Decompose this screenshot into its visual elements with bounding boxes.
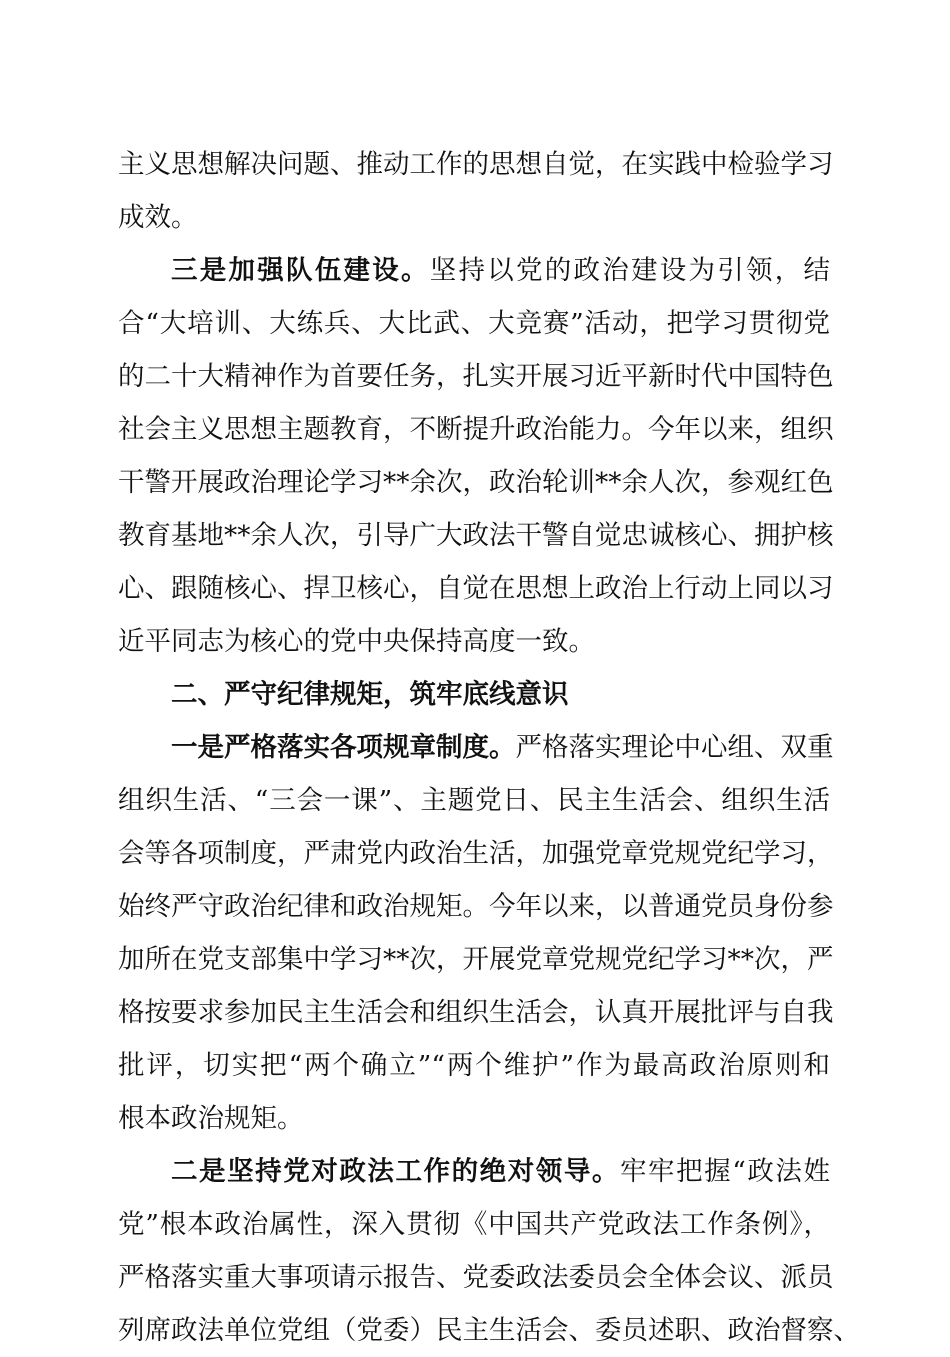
text-line: 始终严守政治纪律和政治规矩。今年以来，以普通党员身份参: [118, 891, 834, 922]
text-line: 干警开展政治理论学习**余次，政治轮训**余人次，参观红色: [118, 467, 834, 498]
paragraph-2: [118, 244, 834, 668]
paragraph-4: [118, 1145, 860, 1357]
line-rest: 牢牢把握“政法姓: [620, 1156, 830, 1187]
text-line: 合“大培训、大练兵、大比武、大竞赛”活动，把学习贯彻党: [118, 308, 830, 339]
text-line: 近平同志为核心的党中央保持高度一致。: [118, 626, 595, 657]
text-line: [118, 1145, 830, 1198]
text-line: 社会主义思想主题教育，不断提升政治能力。今年以来，组织: [118, 414, 834, 445]
text-line: 严格落实重大事项请示报告、党委政法委员会全体会议、派员: [118, 1262, 834, 1293]
paragraph-1: [118, 138, 834, 244]
document-body: [118, 138, 860, 1357]
text-line: 心、跟随核心、捍卫核心，自觉在思想上政治上行动上同以习: [118, 573, 834, 604]
text-line: [118, 244, 830, 297]
text-line: 组织生活、“三会一课”、主题党日、民主生活会、组织生活: [118, 785, 830, 816]
text-line: [118, 721, 834, 774]
line-rest: 严格落实理论中心组、双重: [515, 732, 834, 763]
paragraph-3: [118, 721, 834, 1145]
text-line: 党”根本政治属性，深入贯彻《中国共产党政法工作条例》，: [118, 1209, 830, 1240]
text-line: 批评，切实把“两个确立”“两个维护”作为最高政治原则和: [118, 1050, 830, 1081]
text-line: 成效。: [118, 202, 198, 233]
paragraph-lead: 二是坚持党对政法工作的绝对领导。: [171, 1156, 620, 1187]
text-line: 列席政法单位党组（党委）民主生活会、委员述职、政治督察、: [118, 1315, 860, 1346]
section-heading: 二、严守纪律规矩，筑牢底线意识: [171, 679, 569, 710]
text-line: 格按要求参加民主生活会和组织生活会，认真开展批评与自我: [118, 997, 834, 1028]
text-line: 会等各项制度，严肃党内政治生活，加强党章党规党纪学习，: [118, 838, 834, 869]
text-line: 加所在党支部集中学习**次，开展党章党规党纪学习**次，严: [118, 944, 834, 975]
line-rest: 坚持以党的政治建设为引领，结: [429, 255, 830, 286]
text-line: 主义思想解决问题、推动工作的思想自觉，在实践中检验学习: [118, 149, 834, 180]
paragraph-lead: 三是加强队伍建设。: [171, 255, 430, 286]
text-line: 的二十大精神作为首要任务，扎实开展习近平新时代中国特色: [118, 361, 834, 392]
paragraph-lead: 一是严格落实各项规章制度。: [171, 732, 516, 763]
text-line: 根本政治规矩。: [118, 1103, 304, 1134]
text-line: 教育基地**余人次，引导广大政法干警自觉忠诚核心、拥护核: [118, 520, 834, 551]
